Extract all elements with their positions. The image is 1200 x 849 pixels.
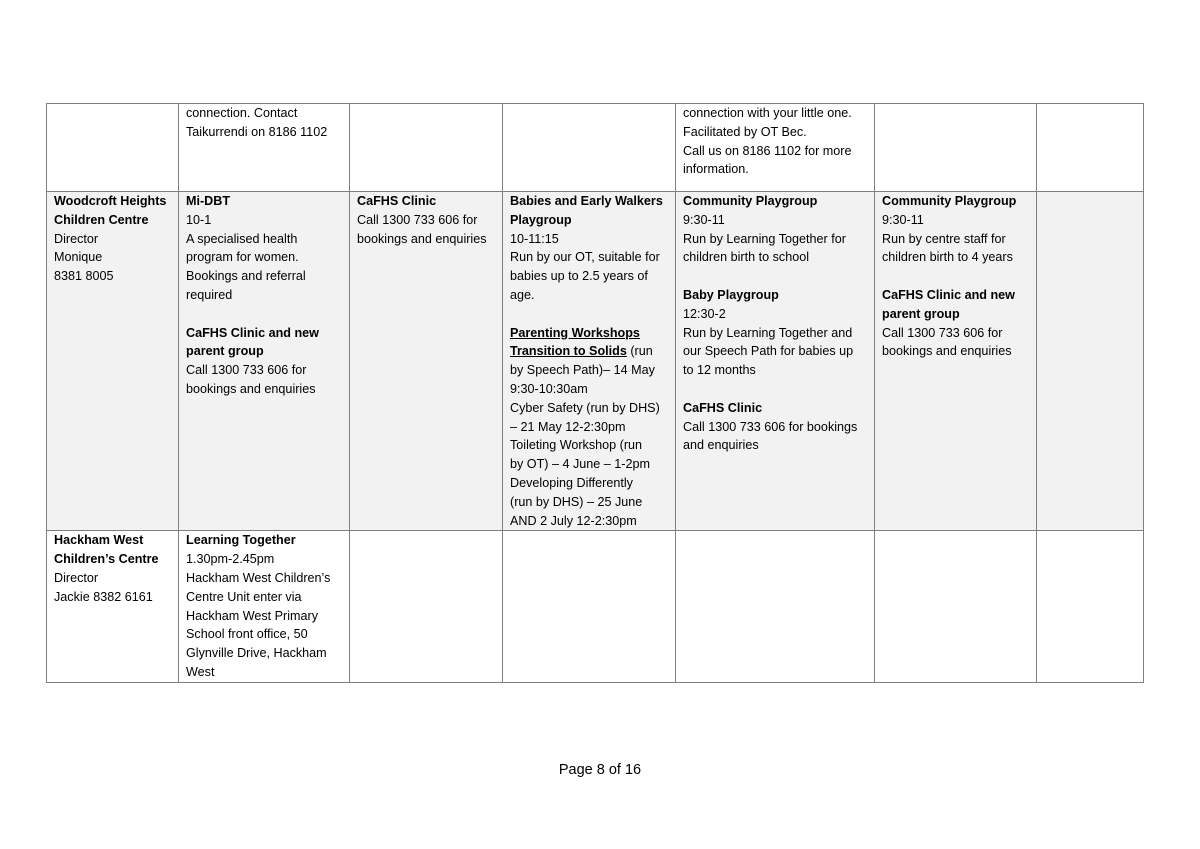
- cell-empty: [1037, 531, 1144, 682]
- cell-continuation-col5: connection with your little one. Facilitated by OT Bec. Call us on 8186 1102 for more information.: [676, 104, 875, 192]
- program-time: 12:30-2: [683, 306, 726, 321]
- cell-empty: [503, 104, 676, 192]
- centre-person: Monique: [54, 250, 103, 265]
- centre-role: Director: [54, 231, 99, 246]
- centre-name-2: Children Centre: [54, 212, 149, 227]
- cell-empty: [1037, 192, 1144, 531]
- cell-continuation-col2: connection. Contact Taikurrendi on 8186 1102: [179, 104, 350, 192]
- program-time: 10-11:15: [510, 231, 559, 246]
- program-time: 10-1: [186, 212, 212, 227]
- cell-empty: [875, 531, 1037, 682]
- workshop-title: Transition to Solids: [510, 344, 627, 359]
- cell-woodcroft-col3: CaFHS Clinic Call 1300 733 606 for bookings and enquiries: [350, 192, 503, 531]
- centre-name: Hackham West: [54, 533, 144, 548]
- cell-empty: [1037, 104, 1144, 192]
- cell-woodcroft-col4: Babies and Early Walkers Playgroup 10-11:15 Run by our OT, suitable for babies up to 2.5 years of age. Parenting Workshops Transition to Solids (run by Speech Path)– 14 May 9:30-10:30am Cyber Safety (run by DHS) – 21 May 12-2:30pm Toileting Workshop (run by OT) – 4 June – 1-2pm Developing Differently (run by DHS) – 25 June AND 2 July 12-2:30pm: [503, 192, 676, 531]
- program-time: 9:30-11: [882, 212, 924, 227]
- program-title: Community Playgroup: [882, 194, 1017, 208]
- cell-centre-empty: [47, 104, 179, 192]
- program-title: Learning Together: [186, 533, 296, 548]
- cell-empty: [350, 104, 503, 192]
- centre-name-2: Children’s Centre: [54, 552, 159, 567]
- page-number: Page 8 of 16: [558, 762, 642, 778]
- cell-empty: [676, 531, 875, 682]
- program-title: Babies and Early Walkers: [510, 194, 663, 208]
- workshops-heading: Parenting Workshops: [510, 325, 640, 340]
- cell-hackham-col2: Learning Together 1.30pm-2.45pm Hackham West Children’s Centre Unit enter via Hackham West Primary School front office, 50 Glynville Drive, Hackham West: [179, 531, 350, 682]
- cell-centre-woodcroft: [47, 192, 179, 531]
- centre-name: Woodcroft Heights: [54, 194, 167, 208]
- cell-empty: [503, 531, 676, 682]
- centre-phone: 8381 8005: [54, 269, 114, 284]
- cell-woodcroft-col2: Mi-DBT 10-1 A specialised health program for women. Bookings and referral required CaFHS Clinic and new parent group Call 1300 733 606 for bookings and enquiries: [179, 192, 350, 531]
- program-title: Baby Playgroup: [683, 287, 779, 302]
- schedule-table: [46, 103, 1144, 683]
- cell-centre-hackham: [47, 531, 179, 682]
- program-time: 9:30-11: [683, 212, 725, 227]
- program-time: 1.30pm-2.45pm: [186, 552, 275, 567]
- program-title: CaFHS Clinic and new: [186, 325, 319, 340]
- cell-woodcroft-col5: Community Playgroup 9:30-11 Run by Learning Together for children birth to school Baby Playgroup 12:30-2 Run by Learning Together and our Speech Path for babies up to 12 months CaFHS Clinic Call 1300 733 606 for bookings and enquiries: [676, 192, 875, 531]
- centre-contact: Jackie 8382 6161: [54, 589, 153, 604]
- cell-empty: [875, 104, 1037, 192]
- table-row-hackham: [47, 531, 1144, 682]
- table-row-woodcroft: [47, 192, 1144, 531]
- cell-woodcroft-col6: Community Playgroup 9:30-11 Run by centre staff for children birth to 4 years CaFHS Clinic and new parent group Call 1300 733 606 for bookings and enquiries: [875, 192, 1037, 531]
- program-title: CaFHS Clinic: [357, 194, 437, 208]
- program-title: Community Playgroup: [683, 194, 818, 208]
- cell-empty: [350, 531, 503, 682]
- table-row-continuation: [47, 104, 1144, 192]
- centre-role: Director: [54, 570, 99, 585]
- program-title: CaFHS Clinic and new: [882, 287, 1015, 302]
- program-title: Mi-DBT: [186, 194, 231, 208]
- program-title: CaFHS Clinic: [683, 400, 763, 415]
